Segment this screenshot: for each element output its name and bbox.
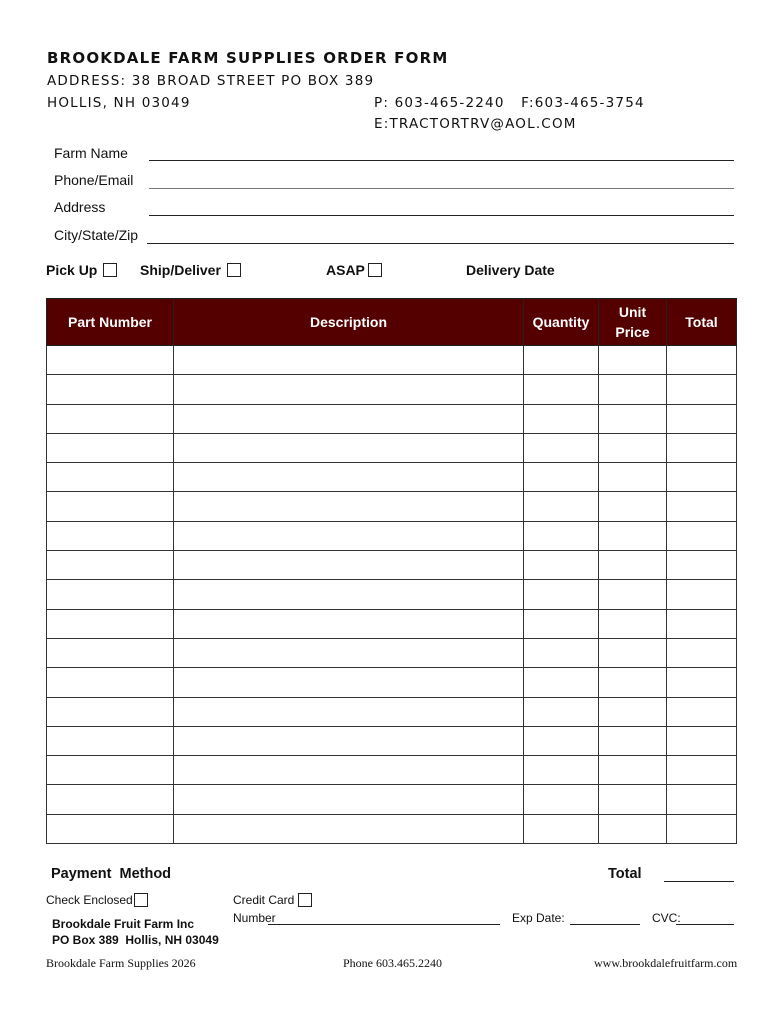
unit-price-cell[interactable] [599, 638, 667, 667]
total-cell[interactable] [667, 375, 737, 404]
unit-price-cell[interactable] [599, 697, 667, 726]
description-cell[interactable] [174, 726, 524, 755]
credit-card-label: Credit Card [233, 893, 295, 907]
check-enclosed-option[interactable] [46, 893, 148, 907]
grand-total-label: Total [608, 866, 642, 882]
part-number-cell[interactable] [47, 580, 174, 609]
unit-price-cell[interactable] [599, 551, 667, 580]
unit-price-cell[interactable] [599, 726, 667, 755]
total-cell[interactable] [667, 609, 737, 638]
quantity-cell[interactable] [524, 404, 599, 433]
ship-checkbox[interactable] [227, 263, 241, 277]
pickup-checkbox[interactable] [103, 263, 117, 277]
unit-price-cell[interactable] [599, 404, 667, 433]
card-number-field[interactable] [268, 924, 500, 925]
col-total: Total [667, 299, 737, 346]
total-cell[interactable] [667, 756, 737, 785]
total-cell[interactable] [667, 814, 737, 843]
phone-email-label: Phone/Email [54, 172, 134, 188]
company-email: E:TRACTORTRV@AOL.COM [374, 116, 577, 132]
table-row [47, 726, 737, 755]
total-cell[interactable] [667, 463, 737, 492]
description-cell[interactable] [174, 463, 524, 492]
description-cell[interactable] [174, 697, 524, 726]
exp-date-label: Exp Date: [512, 911, 565, 925]
unit-price-cell[interactable] [599, 756, 667, 785]
col-description: Description [174, 299, 524, 346]
description-cell[interactable] [174, 668, 524, 697]
table-row [47, 375, 737, 404]
col-part-number: Part Number [47, 299, 174, 346]
total-cell[interactable] [667, 433, 737, 462]
total-cell[interactable] [667, 697, 737, 726]
description-cell[interactable] [174, 346, 524, 375]
part-number-cell[interactable] [47, 521, 174, 550]
credit-card-checkbox[interactable] [298, 893, 312, 907]
part-number-cell[interactable] [47, 638, 174, 667]
check-enclosed-checkbox[interactable] [134, 893, 148, 907]
footer-website: www.brookdalefruitfarm.com [594, 956, 738, 970]
company-phone-fax: P: 603-465-2240 F:603-465-3754 [374, 95, 645, 111]
quantity-cell[interactable] [524, 814, 599, 843]
quantity-cell[interactable] [524, 492, 599, 521]
quantity-cell[interactable] [524, 756, 599, 785]
company-city: HOLLIS, NH 03049 [47, 95, 191, 111]
table-row [47, 638, 737, 667]
table-row [47, 668, 737, 697]
unit-price-cell[interactable] [599, 492, 667, 521]
address-label: Address [54, 199, 106, 215]
part-number-cell[interactable] [47, 463, 174, 492]
description-cell[interactable] [174, 433, 524, 462]
total-cell[interactable] [667, 404, 737, 433]
footer-phone: Phone 603.465.2240 [343, 956, 442, 970]
address-field[interactable] [149, 215, 734, 216]
ship-label: Ship/Deliver [140, 262, 221, 278]
description-cell[interactable] [174, 609, 524, 638]
table-row [47, 463, 737, 492]
cvc-label: CVC: [652, 911, 681, 925]
quantity-cell[interactable] [524, 521, 599, 550]
exp-date-field[interactable] [570, 924, 640, 925]
table-row [47, 521, 737, 550]
total-cell[interactable] [667, 492, 737, 521]
part-number-cell[interactable] [47, 375, 174, 404]
delivery-date-label: Delivery Date [466, 262, 555, 278]
table-row [47, 756, 737, 785]
col-quantity: Quantity [524, 299, 599, 346]
part-number-cell[interactable] [47, 697, 174, 726]
asap-label: ASAP [326, 262, 365, 278]
description-cell[interactable] [174, 375, 524, 404]
unit-price-cell[interactable] [599, 375, 667, 404]
part-number-cell[interactable] [47, 551, 174, 580]
part-number-cell[interactable] [47, 785, 174, 814]
table-row [47, 433, 737, 462]
quantity-cell[interactable] [524, 463, 599, 492]
table-row [47, 580, 737, 609]
part-number-cell[interactable] [47, 346, 174, 375]
quantity-cell[interactable] [524, 375, 599, 404]
quantity-cell[interactable] [524, 433, 599, 462]
quantity-cell[interactable] [524, 609, 599, 638]
unit-price-cell[interactable] [599, 814, 667, 843]
part-number-cell[interactable] [47, 726, 174, 755]
table-header-row [47, 299, 737, 346]
total-cell[interactable] [667, 785, 737, 814]
check-enclosed-label: Check Enclosed [46, 893, 133, 907]
card-number-label: Number [233, 911, 276, 925]
city-state-zip-field[interactable] [147, 243, 734, 244]
description-cell[interactable] [174, 814, 524, 843]
city-state-zip-label: City/State/Zip [54, 227, 139, 243]
quantity-cell[interactable] [524, 638, 599, 667]
grand-total-field[interactable] [664, 881, 734, 882]
quantity-cell[interactable] [524, 668, 599, 697]
table-row [47, 609, 737, 638]
table-row [47, 346, 737, 375]
table-row [47, 551, 737, 580]
description-cell[interactable] [174, 580, 524, 609]
quantity-cell[interactable] [524, 551, 599, 580]
farm-name-field[interactable] [149, 160, 734, 161]
table-row [47, 697, 737, 726]
pickup-option[interactable] [46, 262, 117, 278]
unit-price-cell[interactable] [599, 521, 667, 550]
quantity-cell[interactable] [524, 346, 599, 375]
part-number-cell[interactable] [47, 404, 174, 433]
description-cell[interactable] [174, 521, 524, 550]
total-cell[interactable] [667, 638, 737, 667]
total-cell[interactable] [667, 551, 737, 580]
quantity-cell[interactable] [524, 697, 599, 726]
unit-price-cell[interactable] [599, 433, 667, 462]
unit-price-cell[interactable] [599, 346, 667, 375]
phone-email-field[interactable] [149, 188, 734, 189]
credit-card-option[interactable] [233, 893, 312, 907]
table-row [47, 814, 737, 843]
ship-option[interactable] [140, 262, 241, 278]
total-cell[interactable] [667, 346, 737, 375]
part-number-cell[interactable] [47, 756, 174, 785]
part-number-cell[interactable] [47, 814, 174, 843]
unit-price-cell[interactable] [599, 668, 667, 697]
table-row [47, 404, 737, 433]
form-title: BROOKDALE FARM SUPPLIES ORDER FORM [47, 49, 449, 67]
description-cell[interactable] [174, 404, 524, 433]
total-cell[interactable] [667, 580, 737, 609]
quantity-cell[interactable] [524, 726, 599, 755]
unit-price-cell[interactable] [599, 785, 667, 814]
pickup-label: Pick Up [46, 262, 98, 278]
table-row [47, 785, 737, 814]
part-number-cell[interactable] [47, 492, 174, 521]
col-unit-price: Unit Price [599, 299, 667, 346]
total-cell[interactable] [667, 726, 737, 755]
asap-option[interactable] [326, 262, 382, 278]
description-cell[interactable] [174, 551, 524, 580]
description-cell[interactable] [174, 756, 524, 785]
quantity-cell[interactable] [524, 580, 599, 609]
farm-name-label: Farm Name [54, 145, 128, 161]
footer-left: Brookdale Farm Supplies 2026 [46, 956, 196, 970]
description-cell[interactable] [174, 492, 524, 521]
total-cell[interactable] [667, 521, 737, 550]
total-cell[interactable] [667, 668, 737, 697]
part-number-cell[interactable] [47, 609, 174, 638]
company-address: ADDRESS: 38 BROAD STREET PO BOX 389 [47, 73, 375, 89]
asap-checkbox[interactable] [368, 263, 382, 277]
mail-to-address: PO Box 389 Hollis, NH 03049 [52, 933, 219, 947]
quantity-cell[interactable] [524, 785, 599, 814]
description-cell[interactable] [174, 785, 524, 814]
payment-method-title: Payment Method [51, 866, 172, 882]
table-row [47, 492, 737, 521]
part-number-cell[interactable] [47, 433, 174, 462]
parts-table [46, 298, 737, 844]
unit-price-cell[interactable] [599, 609, 667, 638]
part-number-cell[interactable] [47, 668, 174, 697]
cvc-field[interactable] [676, 924, 734, 925]
unit-price-cell[interactable] [599, 463, 667, 492]
unit-price-cell[interactable] [599, 580, 667, 609]
description-cell[interactable] [174, 638, 524, 667]
mail-to-name: Brookdale Fruit Farm Inc [52, 917, 195, 931]
